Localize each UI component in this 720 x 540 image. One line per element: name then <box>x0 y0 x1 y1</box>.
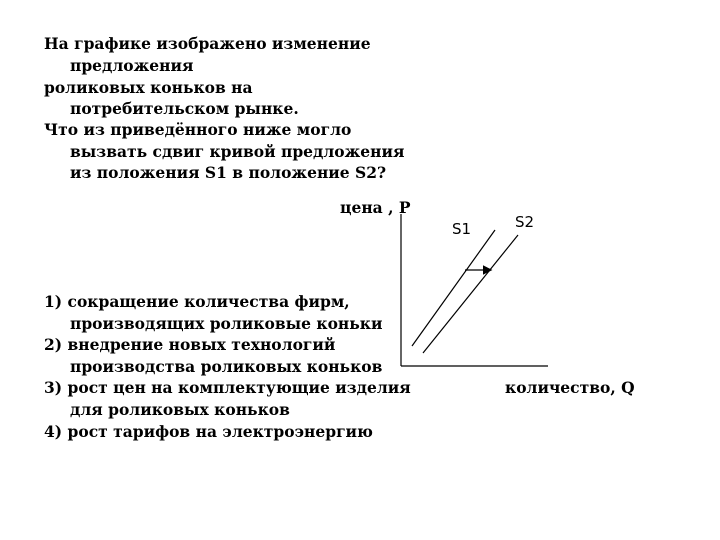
option-1: 1) сокращение количества фирм, <box>44 292 350 311</box>
option-2-cont: производства роликовых коньков <box>70 357 383 376</box>
option-3-cont: для роликовых коньков <box>70 400 290 419</box>
option-2: 2) внедрение новых технологий <box>44 335 336 354</box>
option-3: 3) рост цен на комплектующие изделия <box>44 378 411 397</box>
question-line: На графике изображено изменение <box>44 34 371 53</box>
question-line: вызвать сдвиг кривой предложения <box>70 142 405 161</box>
option-4: 4) рост тарифов на электроэнергию <box>44 422 373 441</box>
question-line: предложения <box>70 56 194 75</box>
option-1-cont: производящих роликовые коньки <box>70 314 383 333</box>
question-line: из положения S1 в положение S2? <box>70 163 387 182</box>
curve-s2-label: S2 <box>515 213 535 231</box>
question-line: Что из приведённого ниже могло <box>44 120 352 139</box>
x-axis-label: количество, Q <box>505 378 635 397</box>
supply-curve-s2 <box>423 235 518 353</box>
y-axis-label: цена , P <box>340 198 411 217</box>
question-line: потребительском рынке. <box>70 99 299 118</box>
question-line: роликовых коньков на <box>44 78 253 97</box>
supply-curve-s1 <box>412 230 495 346</box>
curve-s1-label: S1 <box>452 220 472 238</box>
